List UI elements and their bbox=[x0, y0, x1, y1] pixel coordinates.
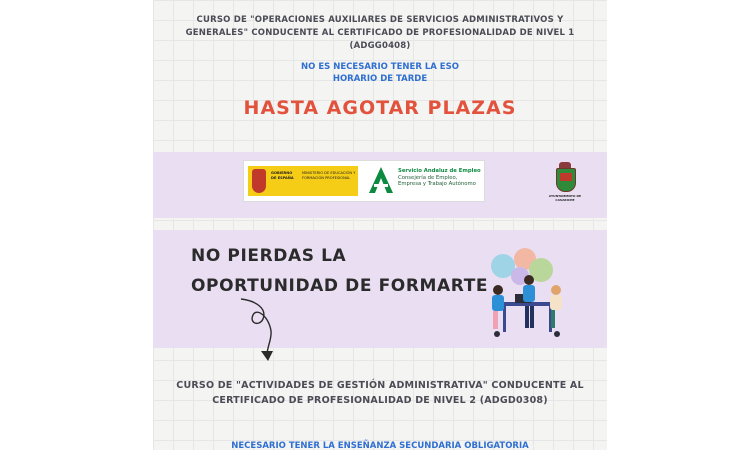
promo-line-2: OPORTUNIDAD DE FORMARTE bbox=[191, 276, 489, 296]
logos-band bbox=[153, 152, 607, 218]
curly-arrow-icon bbox=[237, 295, 287, 365]
course-2-title: CURSO DE "ACTIVIDADES DE GESTIÓN ADMINISTRATIVA" CONDUCENTE AL CERTIFICADO DE PROFESIONALIDAD DE NIVEL 2 (ADGD0308) bbox=[176, 380, 584, 406]
course-1-requirement: NO ES NECESARIO TENER LA ESO bbox=[301, 62, 459, 72]
junta-andalucia-logo bbox=[366, 164, 482, 198]
course-2-requirement: NECESARIO TENER LA ENSEÑANZA SECUNDARIA OBLIGATORIA bbox=[231, 441, 529, 450]
andalucia-a-icon bbox=[368, 166, 394, 194]
people-working-illustration bbox=[473, 246, 573, 342]
promo-line-1: NO PIERDAS LA bbox=[191, 246, 347, 266]
gobierno-label: GOBIERNO DE ESPAÑA bbox=[271, 171, 294, 180]
flyer-page bbox=[153, 0, 607, 450]
crest-shield-icon bbox=[556, 168, 576, 192]
ayuntamiento-crest-logo bbox=[548, 162, 582, 212]
gobierno-espana-logo bbox=[248, 166, 358, 196]
course-1-schedule: HORARIO DE TARDE bbox=[332, 74, 428, 84]
sae-title: Servicio Andaluz de Empleo bbox=[398, 168, 481, 174]
headline-until-places-run-out: HASTA AGOTAR PLAZAS bbox=[243, 97, 517, 119]
sponsor-logos-box bbox=[243, 160, 485, 202]
ayuntamiento-label: AYUNTAMIENTO DE CASARICHE bbox=[548, 194, 582, 202]
consejeria-line-2: Empresa y Trabajo Autónomo bbox=[398, 181, 476, 188]
consejeria-line-1: Consejería de Empleo, bbox=[398, 174, 458, 181]
course-1-title: CURSO DE "OPERACIONES AUXILIARES DE SERVICIOS ADMINISTRATIVOS Y GENERALES" CONDUCENTE AL CERTIFICADO DE PROFESIONALIDAD DE NIVEL 1 (ADGG0408) bbox=[185, 15, 575, 51]
spain-coat-of-arms-icon bbox=[252, 169, 266, 193]
ministerio-label: MINISTERIO DE EDUCACIÓN Y FORMACIÓN PROFESIONAL bbox=[302, 171, 356, 180]
